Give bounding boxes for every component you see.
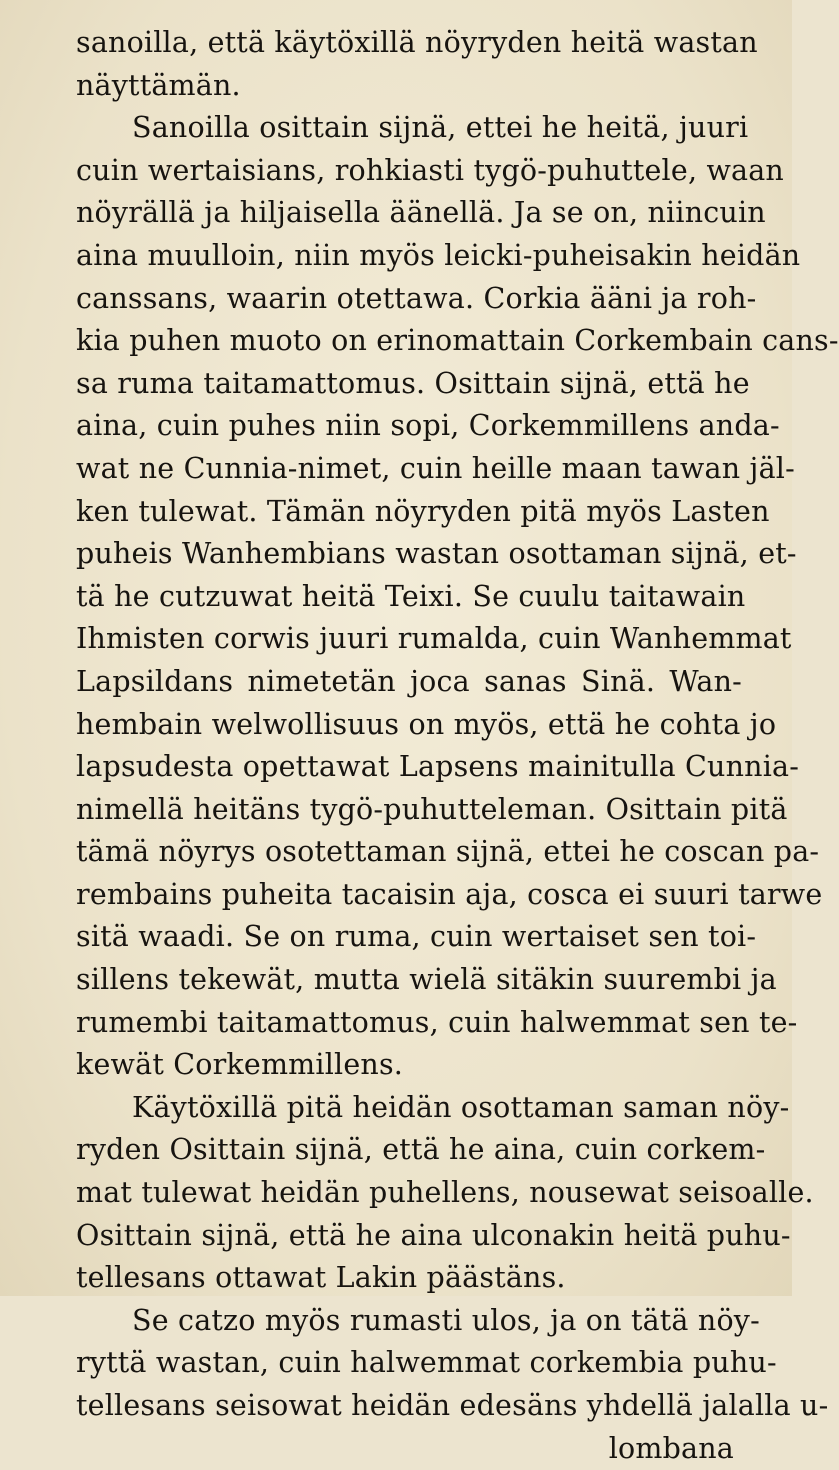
text-line: cuin wertaisians, rohkiasti tygö-puhuttele, waan	[76, 153, 784, 187]
text-line: tellesans ottawat Lakin päästäns.	[76, 1261, 566, 1295]
text-line: tellesans seisowat heidän edesäns yhdellä jalalla u-	[76, 1389, 829, 1422]
text-line: hembain welwollisuus on myös, että he cohta jo	[76, 707, 777, 741]
page-text	[76, 22, 839, 1470]
paragraph-start-line: Se catzo myös rumasti ulos, ja on tätä nöy-	[132, 1303, 760, 1337]
text-line: mat tulewat heidän puhellens, nousewat seisoalle.	[76, 1176, 814, 1210]
text-line: sanoilla, että käytöxillä nöyryden heitä wastan	[76, 26, 758, 59]
text-line: Osittain sijnä, että he aina ulconakin heitä puhu-	[76, 1218, 791, 1252]
text-line: ryden Osittain sijnä, että he aina, cuin corkem-	[76, 1133, 766, 1167]
text-line: tä he cutzuwat heitä Teixi. Se cuulu taitawain	[76, 579, 746, 613]
text-line: sillens tekewät, mutta wielä sitäkin suurembi ja	[76, 963, 777, 997]
text-line: Lapsildans nimetetän joca sanas Sinä. Wan-	[76, 664, 742, 698]
text-line: canssans, waarin otettawa. Corkia ääni ja roh-	[76, 281, 757, 315]
text-line: nöyrällä ja hiljaisella äänellä. Ja se on, niincuin	[76, 196, 766, 230]
text-line: tämä nöyrys osotettaman sijnä, ettei he coscan pa-	[76, 835, 820, 869]
text-line: wat ne Cunnia-nimet, cuin heille maan tawan jäl-	[76, 451, 795, 485]
text-line: sitä waadi. Se on ruma, cuin wertaiset sen toi-	[76, 920, 757, 954]
text-line: rumembi taitamattomus, cuin halwemmat sen te-	[76, 1005, 798, 1039]
text-line: sa ruma taitamattomus. Osittain sijnä, että he	[76, 366, 750, 400]
text-line: ken tulewat. Tämän nöyryden pitä myös Lasten	[76, 494, 770, 528]
text-line: kewät Corkemmillens.	[76, 1048, 404, 1082]
text-line: Ihmisten corwis juuri rumalda, cuin Wanhemmat	[76, 622, 792, 656]
text-line: puheis Wanhembians wastan osottaman sijnä, et-	[76, 537, 797, 571]
text-line: aina muulloin, niin myös leicki-puheisakin heidän	[76, 238, 801, 272]
text-line: lapsudesta opettawat Lapsens mainitulla Cunnia-	[76, 750, 800, 784]
catchword: lombana	[608, 1431, 734, 1465]
paragraph-start-line: Sanoilla osittain sijnä, ettei he heitä, juuri	[132, 111, 749, 145]
text-line: ryttä wastan, cuin halwemmat corkembia puhu-	[76, 1346, 777, 1380]
paragraph-start-line: Käytöxillä pitä heidän osottaman saman nöy-	[132, 1090, 790, 1124]
text-line: kia puhen muoto on erinomattain Corkembain cans-	[76, 324, 839, 358]
text-line: rembains puheita tacaisin aja, cosca ei suuri tarwe	[76, 877, 823, 911]
text-line: nimellä heitäns tygö-puhutteleman. Osittain pitä	[76, 792, 788, 826]
text-line: näyttämän.	[76, 68, 241, 102]
text-line: aina, cuin puhes niin sopi, Corkemmillens anda-	[76, 409, 780, 443]
